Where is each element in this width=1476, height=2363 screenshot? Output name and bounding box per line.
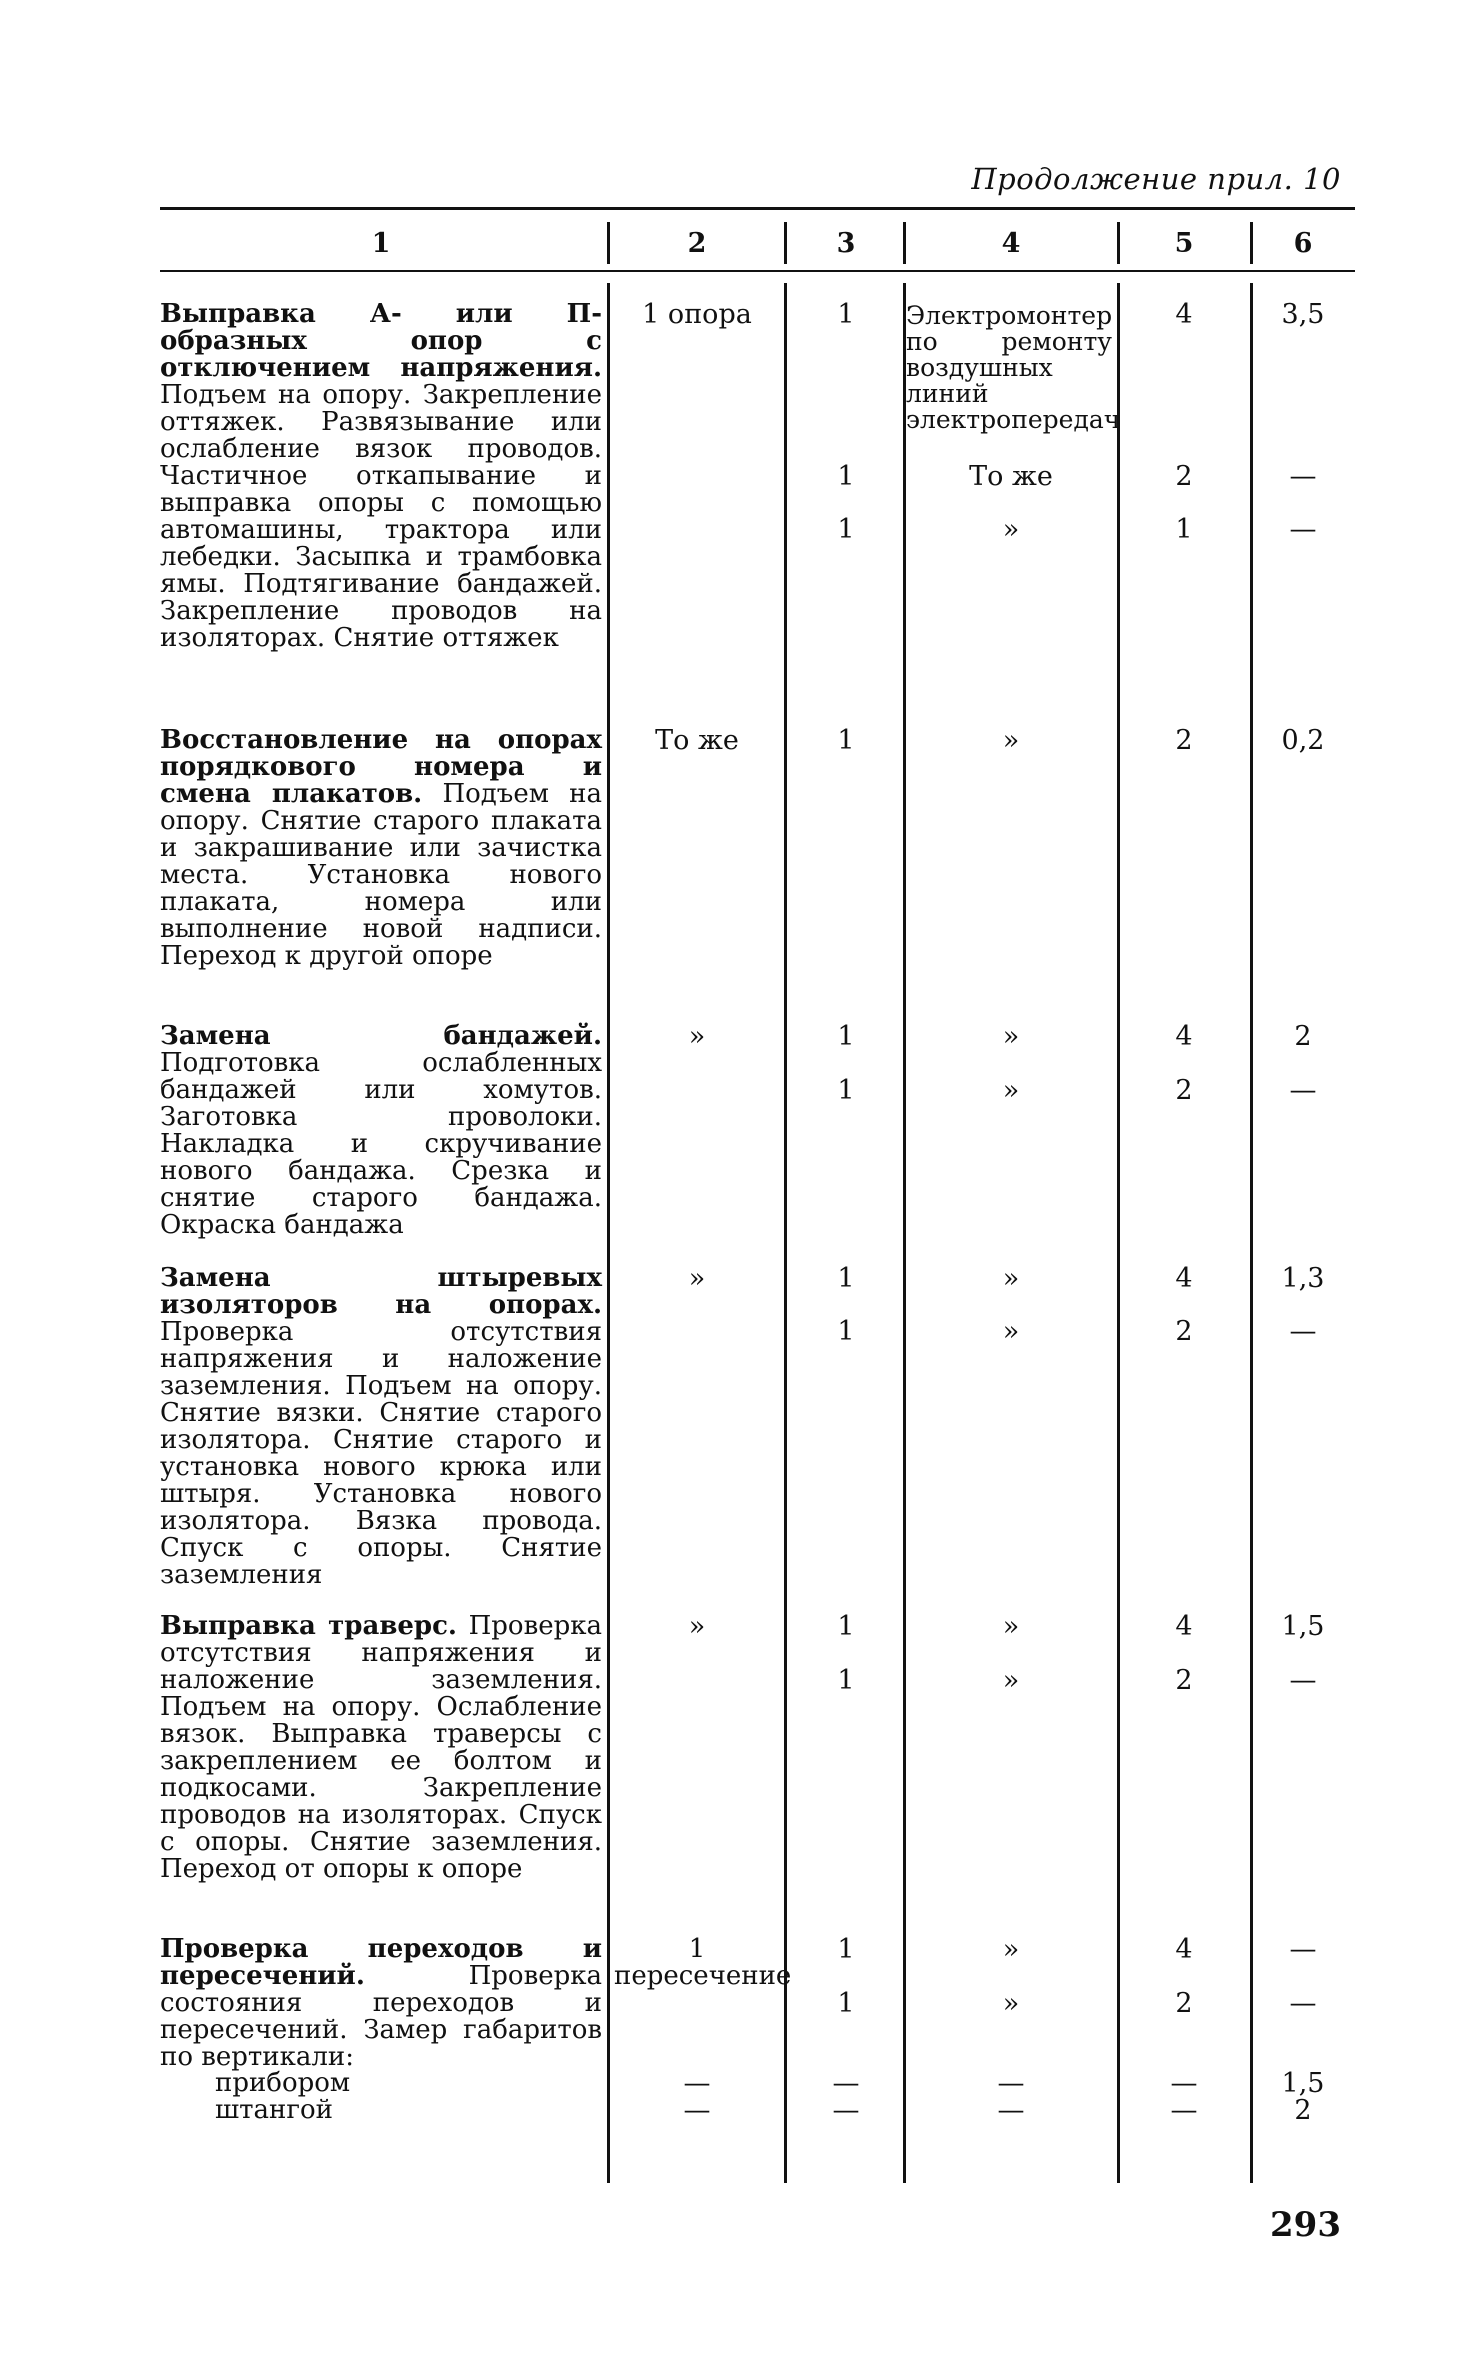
cell-col3: 1 [837,1021,855,1052]
cell-col4: То же [969,461,1053,492]
row-unit: » [688,1021,706,1052]
cell-col4: — [997,2068,1025,2099]
header-divider [607,222,610,264]
cell-col5: 4 [1175,1021,1193,1052]
cell-col4: » [1002,1263,1020,1294]
cell-col3: — [832,2095,860,2126]
row-unit: » [688,1263,706,1294]
cell-col6: 3,5 [1281,299,1325,330]
column-header-1: 1 [371,228,391,259]
cell-col2: — [683,2068,711,2099]
header-divider [903,222,906,264]
column-divider [784,283,787,2183]
cell-col6: 2 [1294,1021,1312,1052]
row-unit: » [688,1611,706,1642]
table-row-description [160,1936,602,2071]
cell-col3: 1 [837,1075,855,1106]
row-title: Замена штыревых изоляторов на опорах. [160,1263,602,1320]
column-header-5: 5 [1174,228,1194,259]
table-row-description [160,1023,602,1239]
row-text: Подъем на опору. Снятие старого плаката и закрашивание или зачистка места. Установка нового плаката, номера или выполнение новой надписи. Переход к другой опоре [160,779,602,971]
cell-col6: — [1289,1665,1317,1696]
cell-col3: 1 [837,514,855,545]
cell-col4: — [997,2095,1025,2126]
column-divider [1250,283,1253,2183]
cell-col3: 1 [837,1988,855,2019]
header-divider [784,222,787,264]
column-header-6: 6 [1293,228,1313,259]
cell-col5: 2 [1175,461,1193,492]
column-divider [607,283,610,2183]
column-divider [903,283,906,2183]
cell-col6: 1,5 [1281,1611,1325,1642]
cell-col4: » [1002,1316,1020,1347]
cell-col6: 0,2 [1281,725,1325,756]
cell-col6: — [1289,1316,1317,1347]
row-title: Восстановление на опорах порядкового номера и смена плакатов. [160,725,602,809]
cell-col3: 1 [837,1665,855,1696]
cell-col4: » [1002,1665,1020,1696]
top-rule [160,207,1355,210]
column-divider [1117,283,1120,2183]
cell-col6: 1,3 [1281,1263,1325,1294]
cell-col4: » [1002,1021,1020,1052]
cell-col2: — [683,2095,711,2126]
cell-col6: 1,5 [1281,2068,1325,2099]
column-header-4: 4 [1001,228,1021,259]
cell-col3: — [832,2068,860,2099]
cell-col5: 2 [1175,1988,1193,2019]
cell-col6: — [1289,1988,1317,2019]
cell-col5: 2 [1175,1075,1193,1106]
cell-col6: 2 [1294,2095,1312,2126]
table-row-description [160,1265,602,1589]
cell-col6: — [1289,461,1317,492]
cell-col4: » [1002,514,1020,545]
row-unit: 1 пересечение [614,1934,792,1991]
row-unit: 1 опора [642,299,752,330]
cell-col3: 1 [837,1263,855,1294]
header-divider [1117,222,1120,264]
cell-col4: » [1002,1075,1020,1106]
column-header-3: 3 [836,228,856,259]
cell-col5: 2 [1175,1316,1193,1347]
cell-col5: 4 [1175,1611,1193,1642]
table-row-description [160,301,602,652]
row-text: Проверка отсутствия напряжения и наложение заземления. Подъем на опору. Ослабление вязок. Выправка траверсы с закреплением ее болтом и подкосами. Закрепление проводов на изоляторах. Спуск с опоры. Снятие заземления. Переход от опоры к опоре [160,1611,602,1884]
row-unit: То же [655,725,739,756]
table-row-description [160,727,602,970]
cell-col4: » [1002,725,1020,756]
cell-col5: 2 [1175,725,1193,756]
cell-col6: — [1289,1075,1317,1106]
running-head: Продолжение прил. 10 [971,162,1341,196]
cell-col3: 1 [837,299,855,330]
row-title: Проверка переходов и пересечений. [160,1934,602,1991]
cell-col3: 1 [837,1316,855,1347]
cell-col3: 1 [837,461,855,492]
cell-col5: 4 [1175,1934,1193,1965]
cell-col5: 1 [1175,514,1193,545]
cell-col3: 1 [837,1934,855,1965]
row-title: Выправка А- или П-образных опор с отключением напряжения. [160,299,602,383]
page-number: 293 [1270,2205,1341,2245]
cell-col3: 1 [837,725,855,756]
cell-col4: » [1002,1988,1020,2019]
row-title: Замена бандажей. [160,1021,602,1051]
cell-col5: — [1170,2095,1198,2126]
table-row-description [160,1613,602,1883]
header-rule [160,270,1355,272]
cell-col4: » [1002,1611,1020,1642]
subitem-label: прибором [215,2068,351,2098]
row-text: Проверка состояния переходов и пересечений. Замер габаритов по вертикали: [160,1961,602,2072]
row-text: Проверка отсутствия напряжения и наложение заземления. Подъем на опору. Снятие вязки. Снятие старого изолятора. Снятие старого и установка нового крюка или штыря. Установка нового изолятора. Вязка провода. Спуск с опоры. Снятие заземления [160,1317,602,1590]
cell-col5: 4 [1175,299,1193,330]
cell-col6: — [1289,1934,1317,1965]
cell-col5: 2 [1175,1665,1193,1696]
row-title: Выправка траверс. [160,1611,457,1641]
cell-col4: Электромонтер по ремонту воздушных линий электропередач [906,301,1121,434]
cell-col5: 4 [1175,1263,1193,1294]
cell-col6: — [1289,514,1317,545]
header-divider [1250,222,1253,264]
row-text: Подъем на опору. Закрепление оттяжек. Развязывание или ослабление вязок проводов. Частичное откапывание и выправка опоры с помощью автомашины, трактора или лебедки. Засыпка и трамбовка ямы. Подтягивание бандажей. Закрепление проводов на изоляторах. Снятие оттяжек [160,380,602,653]
column-header-2: 2 [687,228,707,259]
cell-col4: » [1002,1934,1020,1965]
subitem-label: штангой [215,2095,333,2125]
cell-col5: — [1170,2068,1198,2099]
cell-col3: 1 [837,1611,855,1642]
row-text: Подготовка ослабленных бандажей или хомутов. Заготовка проволоки. Накладка и скручивание нового бандажа. Срезка и снятие старого бандажа. Окраска бандажа [160,1048,602,1240]
